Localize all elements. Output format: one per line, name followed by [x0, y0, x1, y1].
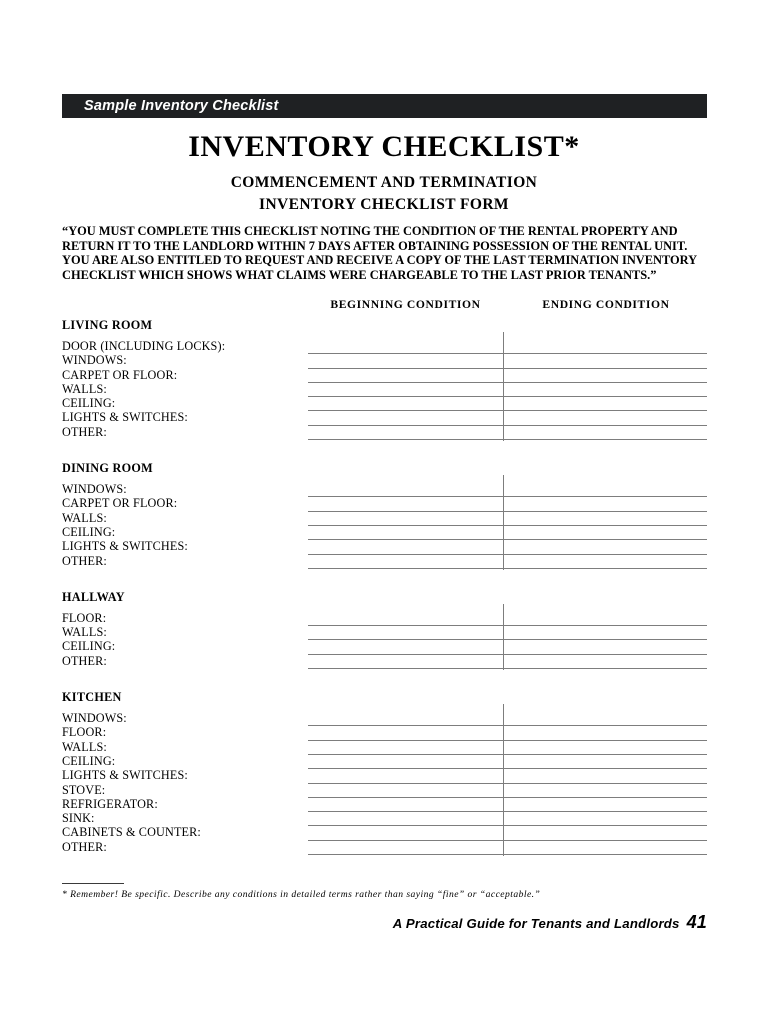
checklist-row: [62, 826, 707, 840]
checklist-row-label: WALLS:: [62, 510, 107, 525]
footnote-rule: [62, 883, 124, 884]
checklist-row-label: FLOOR:: [62, 725, 107, 740]
checklist-row: [62, 426, 707, 440]
checklist-row-label: LIGHTS & SWITCHES:: [62, 410, 188, 425]
section-spacer: [62, 569, 707, 590]
checklist-row-label: CABINETS & COUNTER:: [62, 825, 201, 840]
column-header-beginning-condition: BEGINNING CONDITION: [330, 298, 481, 311]
checklist-row: [62, 354, 707, 368]
section-title: DINING ROOM: [62, 461, 153, 476]
page-number: 41: [686, 912, 707, 932]
checklist-section: [62, 461, 707, 569]
checklist-row: [62, 798, 707, 812]
checklist-row: [62, 784, 707, 798]
checklist-row: [62, 626, 707, 640]
instructions-paragraph: “YOU MUST COMPLETE THIS CHECKLIST NOTING THE CONDITION OF THE RENTAL PROPERTY AND RETURN IT TO THE LANDLORD WITHIN 7 DAYS AFTER OBTAINING POSSESSION OF THE RENTAL UNIT. YOU ARE ALSO ENTITLED TO REQUEST AND RECEIVE A COPY OF THE LAST TERMINATION INVENTORY CHECKLIST WHICH SHOWS WHAT CLAIMS WERE CHARGEABLE TO THE LAST PRIOR TENANTS.”: [62, 224, 697, 282]
checklist-row: [62, 769, 707, 783]
checklist-row: [62, 397, 707, 411]
checklist-row: [62, 841, 707, 855]
page-title: INVENTORY CHECKLIST*: [188, 130, 580, 163]
checklist-row: [62, 497, 707, 511]
checklist-row-label: CEILING:: [62, 524, 116, 539]
checklist-row-label: OTHER:: [62, 839, 107, 854]
checklist-row: [62, 655, 707, 669]
checklist-row-label: WALLS:: [62, 625, 107, 640]
checklist-row-label: FLOOR:: [62, 610, 107, 625]
checklist-section: [62, 690, 707, 855]
checklist-row-label: CARPET OR FLOOR:: [62, 367, 178, 382]
checklist-row-label: WALLS:: [62, 739, 107, 754]
page-subtitle-line-2: INVENTORY CHECKLIST FORM: [259, 196, 509, 213]
checklist-row-label: STOVE:: [62, 782, 106, 797]
checklist-row: [62, 640, 707, 654]
checklist-row: [62, 369, 707, 383]
checklist-write-in-line[interactable]: [308, 568, 707, 569]
checklist-row: [62, 726, 707, 740]
checklist-row: [62, 755, 707, 769]
checklist-row-label: LIGHTS & SWITCHES:: [62, 539, 188, 554]
section-title: KITCHEN: [62, 690, 122, 705]
checklist-write-in-line[interactable]: [308, 854, 707, 855]
footnote-text: * Remember! Be specific. Describe any conditions in detailed terms rather than saying “fine” or “acceptable.”: [62, 889, 541, 900]
checklist-row-label: OTHER:: [62, 553, 107, 568]
checklist-row: [62, 512, 707, 526]
checklist-row: [62, 411, 707, 425]
checklist-row: [62, 526, 707, 540]
checklist-section: [62, 590, 707, 669]
checklist-row: [62, 741, 707, 755]
checklist-section: [62, 318, 707, 440]
column-header-ending-condition: ENDING CONDITION: [542, 298, 670, 311]
checklist-row: [62, 540, 707, 554]
checklist-row-label: WINDOWS:: [62, 711, 127, 726]
checklist-row: [62, 812, 707, 826]
running-header-bar: [62, 94, 707, 118]
checklist-row-label: OTHER:: [62, 424, 107, 439]
section-rows: [62, 712, 707, 855]
checklist-row-label: CEILING:: [62, 639, 116, 654]
checklist-row-label: CARPET OR FLOOR:: [62, 496, 178, 511]
section-spacer: [62, 669, 707, 690]
section-rows: [62, 483, 707, 569]
checklist-row-label: CEILING:: [62, 753, 116, 768]
checklist-row: [62, 712, 707, 726]
checklist-row-label: REFRIGERATOR:: [62, 796, 158, 811]
page-subtitle-line-1: COMMENCEMENT AND TERMINATION: [230, 174, 538, 191]
checklist-row: [62, 612, 707, 626]
section-title: HALLWAY: [62, 589, 125, 604]
section-title: LIVING ROOM: [62, 318, 153, 332]
checklist-row-label: WINDOWS:: [62, 482, 127, 497]
checklist-form: [62, 318, 707, 855]
checklist-row-label: LIGHTS & SWITCHES:: [62, 768, 188, 783]
checklist-row-label: DOOR (INCLUDING LOCKS):: [62, 339, 226, 353]
checklist-write-in-line[interactable]: [308, 668, 707, 669]
checklist-row-label: WALLS:: [62, 381, 107, 396]
section-rows: [62, 340, 707, 440]
checklist-row: [62, 340, 707, 354]
page-footer: [0, 912, 707, 933]
section-rows: [62, 612, 707, 669]
checklist-row: [62, 383, 707, 397]
checklist-write-in-line[interactable]: [308, 439, 707, 440]
section-spacer: [62, 440, 707, 461]
footer-title: A Practical Guide for Tenants and Landlords: [392, 916, 680, 931]
checklist-row: [62, 555, 707, 569]
running-header-label: Sample Inventory Checklist: [84, 98, 279, 114]
checklist-row-label: WINDOWS:: [62, 353, 127, 368]
checklist-row-label: SINK:: [62, 811, 95, 826]
checklist-row-label: CEILING:: [62, 396, 116, 411]
checklist-row-label: OTHER:: [62, 653, 107, 668]
checklist-row: [62, 483, 707, 497]
